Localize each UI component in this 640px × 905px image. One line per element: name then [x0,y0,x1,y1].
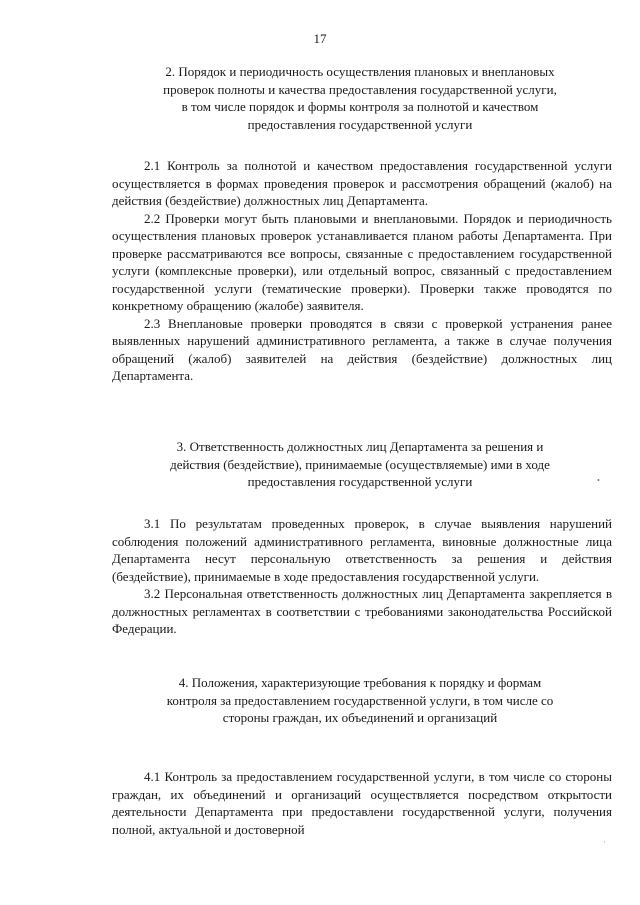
section-2-body [112,157,612,385]
section-4-heading-line: 4. Положения, характеризующие требования к порядку и формам [178,675,542,690]
paragraph-2-3: 2.3 Внеплановые проверки проводятся в связи с проверкой устранения ранее выявленных нарушений административного регламента, а также в случае получения обращений (жалоб) заявителей на действия (бездействие) должностных лиц Департамента. [112,315,612,383]
paragraph-3-1: 3.1 По результатам проведенных проверок, в случае выявления нарушений соблюдения положений административного регламента, виновные должностные лица Департамента несут персональную ответственность за решения и действия (бездействие), принимаемые в ходе предоставления государственной услуги. [112,516,612,584]
section-3-heading-line: действия (бездействие), принимаемые (осуществляемые) ими в ходе [170,456,550,472]
section-4-body [112,768,612,838]
section-2-heading-line: 2. Порядок и периодичность осуществления плановых и внеплановых [165,64,555,79]
section-2-heading [110,63,610,133]
section-3-heading-line: предоставления государственной услуги [247,474,473,489]
section-4-heading-line: контроля за предоставлением государственной услуги, в том числе со [166,692,554,708]
page-number: 17 [313,31,327,46]
section-2-heading-line: в том числе порядок и формы контроля за полнотой и качеством [181,99,539,114]
section-3-heading-line: 3. Ответственность должностных лиц Департамента за решения и [176,439,544,454]
section-2-heading-line: проверок полноты и качества предоставления государственной услуги, [163,81,557,97]
scan-speck: · [603,838,606,847]
paragraph-2-2: 2.2 Проверки могут быть плановыми и внеплановыми. Порядок и периодичность осуществления плановых проверок устанавливается планом работы Департамента. При проверке рассматриваются все вопросы, связанные с предоставлением государственной услуги (комплексные проверки), или отдельный вопрос, связанный с предоставлением государственной услуги (тематические проверки). Проверки также проводятся по конкретному обращению (жалобе) заявителя. [112,210,612,313]
section-3-heading [110,438,610,491]
section-4-heading-line: стороны граждан, их объединений и организаций [222,710,498,725]
section-4-heading [110,674,610,727]
scan-speck: • [597,476,600,485]
paragraph-4-1: 4.1 Контроль за предоставлением государственной услуги, в том числе со стороны граждан, их объединений и организаций осуществляется посредством открытости деятельности Департамента при предоставлени государственной услуги, получения полной, актуальной и достоверной [112,769,612,837]
paragraph-3-2: 3.2 Персональная ответственность должностных лиц Департамента закрепляется в должностных регламентах в соответствии с требованиями законодательства Российской Федерации. [112,586,612,636]
section-2-heading-line: предоставления государственной услуги [247,116,473,132]
paragraph-2-1: 2.1 Контроль за полнотой и качеством предоставления государственной услуги осуществляется в формах проведения проверок и рассмотрения обращений (жалоб) на действия (бездействие) должностных лиц Департамента. [112,158,612,208]
section-3-body [112,515,612,638]
